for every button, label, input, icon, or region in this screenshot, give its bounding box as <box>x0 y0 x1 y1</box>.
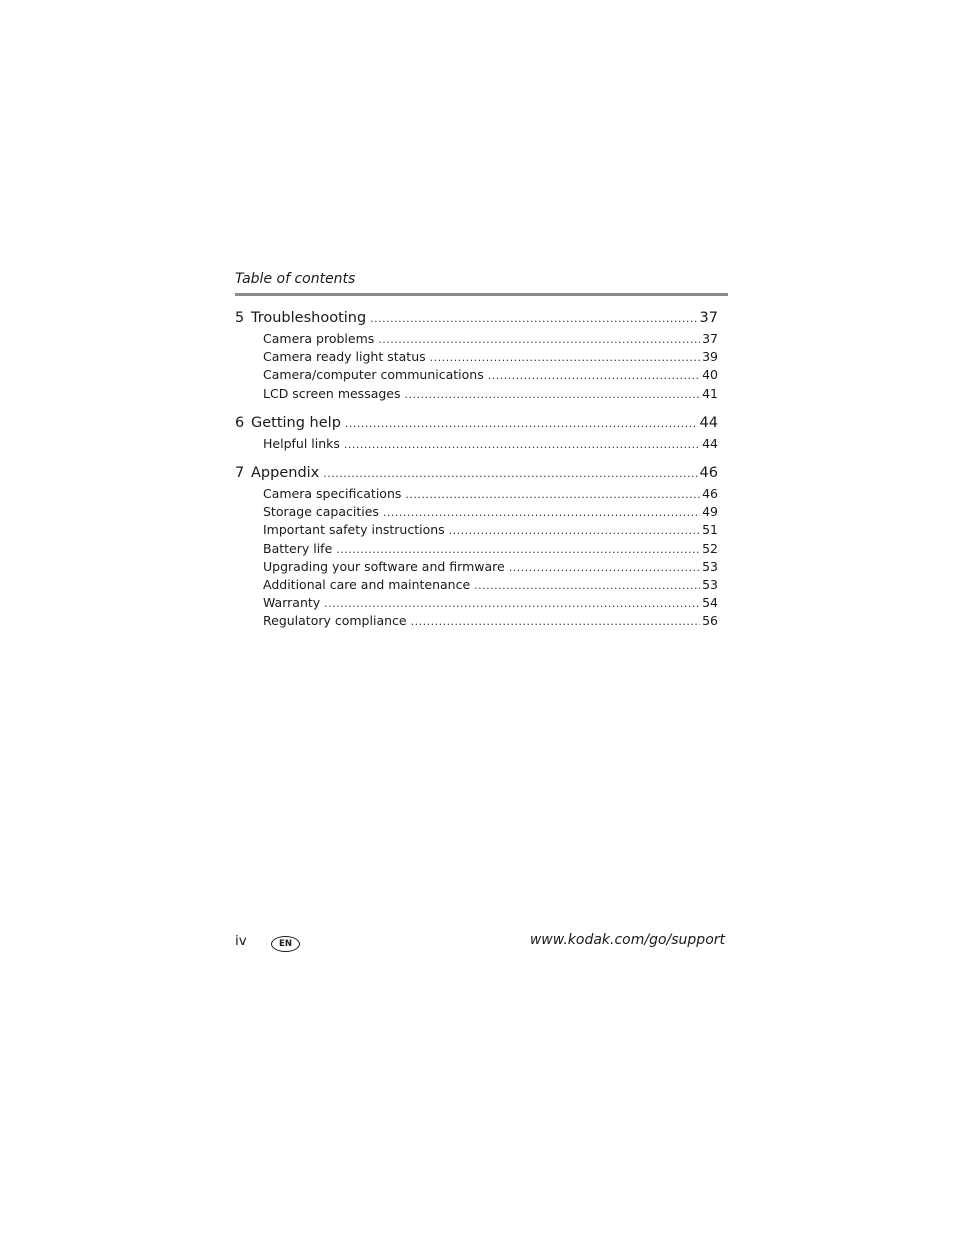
page-number: 41 <box>702 385 718 401</box>
chapter-number: 7 <box>235 464 245 481</box>
dot-leader <box>449 524 700 537</box>
page-number: 37 <box>702 331 718 346</box>
page-number: 51 <box>702 522 718 538</box>
footer-page-number: iv <box>235 933 247 949</box>
item-title: Upgrading your software and firmware <box>263 558 505 574</box>
toc-section-troubleshooting <box>235 310 718 404</box>
page-number: 40 <box>702 367 718 383</box>
toc-item[interactable] <box>235 613 718 631</box>
dot-leader <box>509 561 700 574</box>
toc-chapter-entry[interactable] <box>235 310 718 331</box>
table-of-contents <box>235 310 718 642</box>
item-title: Warranty <box>263 595 321 611</box>
page-number: 44 <box>699 414 718 431</box>
item-title: Camera ready light status <box>263 349 426 365</box>
dot-leader <box>405 388 701 401</box>
running-header: Table of contents <box>235 271 356 287</box>
dot-leader <box>344 438 700 451</box>
toc-item[interactable] <box>235 559 718 577</box>
toc-item[interactable] <box>235 331 718 349</box>
dot-leader <box>378 333 700 346</box>
page-number: 53 <box>702 576 718 592</box>
item-title: Camera problems <box>263 331 375 346</box>
toc-chapter-entry[interactable] <box>235 465 718 486</box>
chapter-title: Appendix <box>251 464 320 481</box>
chapter-number: 5 <box>235 310 245 326</box>
dot-leader <box>411 615 701 628</box>
toc-item[interactable] <box>235 595 718 613</box>
toc-item[interactable] <box>235 504 718 522</box>
page-number: 39 <box>702 349 718 365</box>
footer-support-url[interactable]: www.kodak.com/go/support <box>529 932 725 948</box>
item-title: LCD screen messages <box>263 385 401 401</box>
page-number: 54 <box>702 595 718 611</box>
toc-item[interactable] <box>235 386 718 404</box>
page-number: 52 <box>702 540 718 556</box>
item-title: Battery life <box>263 540 333 556</box>
page-number: 46 <box>702 485 718 501</box>
toc-item[interactable] <box>235 577 718 595</box>
page-number: 56 <box>702 613 718 629</box>
toc-item[interactable] <box>235 541 718 559</box>
toc-item[interactable] <box>235 367 718 385</box>
item-title: Helpful links <box>263 435 340 451</box>
dot-leader <box>474 579 700 592</box>
dot-leader <box>323 467 697 480</box>
page-number: 49 <box>702 504 718 520</box>
toc-item[interactable] <box>235 522 718 540</box>
toc-item[interactable] <box>235 349 718 367</box>
toc-section-appendix <box>235 465 718 632</box>
dot-leader <box>370 312 697 325</box>
dot-leader <box>488 369 700 382</box>
page-number: 53 <box>702 558 718 574</box>
toc-section-getting-help <box>235 415 718 454</box>
chapter-title: Troubleshooting <box>251 310 367 326</box>
header-rule <box>235 293 728 296</box>
item-title: Important safety instructions <box>263 522 445 538</box>
dot-leader <box>405 488 700 501</box>
item-title: Storage capacities <box>263 504 379 520</box>
dot-leader <box>324 597 700 610</box>
item-title: Camera/computer communications <box>263 367 484 383</box>
page-number: 46 <box>699 464 718 481</box>
language-badge: EN <box>271 936 300 952</box>
dot-leader <box>383 506 700 519</box>
chapter-number: 6 <box>235 414 245 431</box>
dot-leader <box>336 543 700 556</box>
toc-item[interactable] <box>235 486 718 504</box>
dot-leader <box>345 417 698 430</box>
chapter-title: Getting help <box>251 414 341 431</box>
toc-chapter-entry[interactable] <box>235 415 718 436</box>
item-title: Additional care and maintenance <box>263 576 471 592</box>
item-title: Camera specifications <box>263 485 402 501</box>
dot-leader <box>430 351 700 364</box>
item-title: Regulatory compliance <box>263 613 407 629</box>
page-number: 37 <box>699 310 718 326</box>
toc-item[interactable] <box>235 436 718 454</box>
page-number: 44 <box>702 435 718 451</box>
